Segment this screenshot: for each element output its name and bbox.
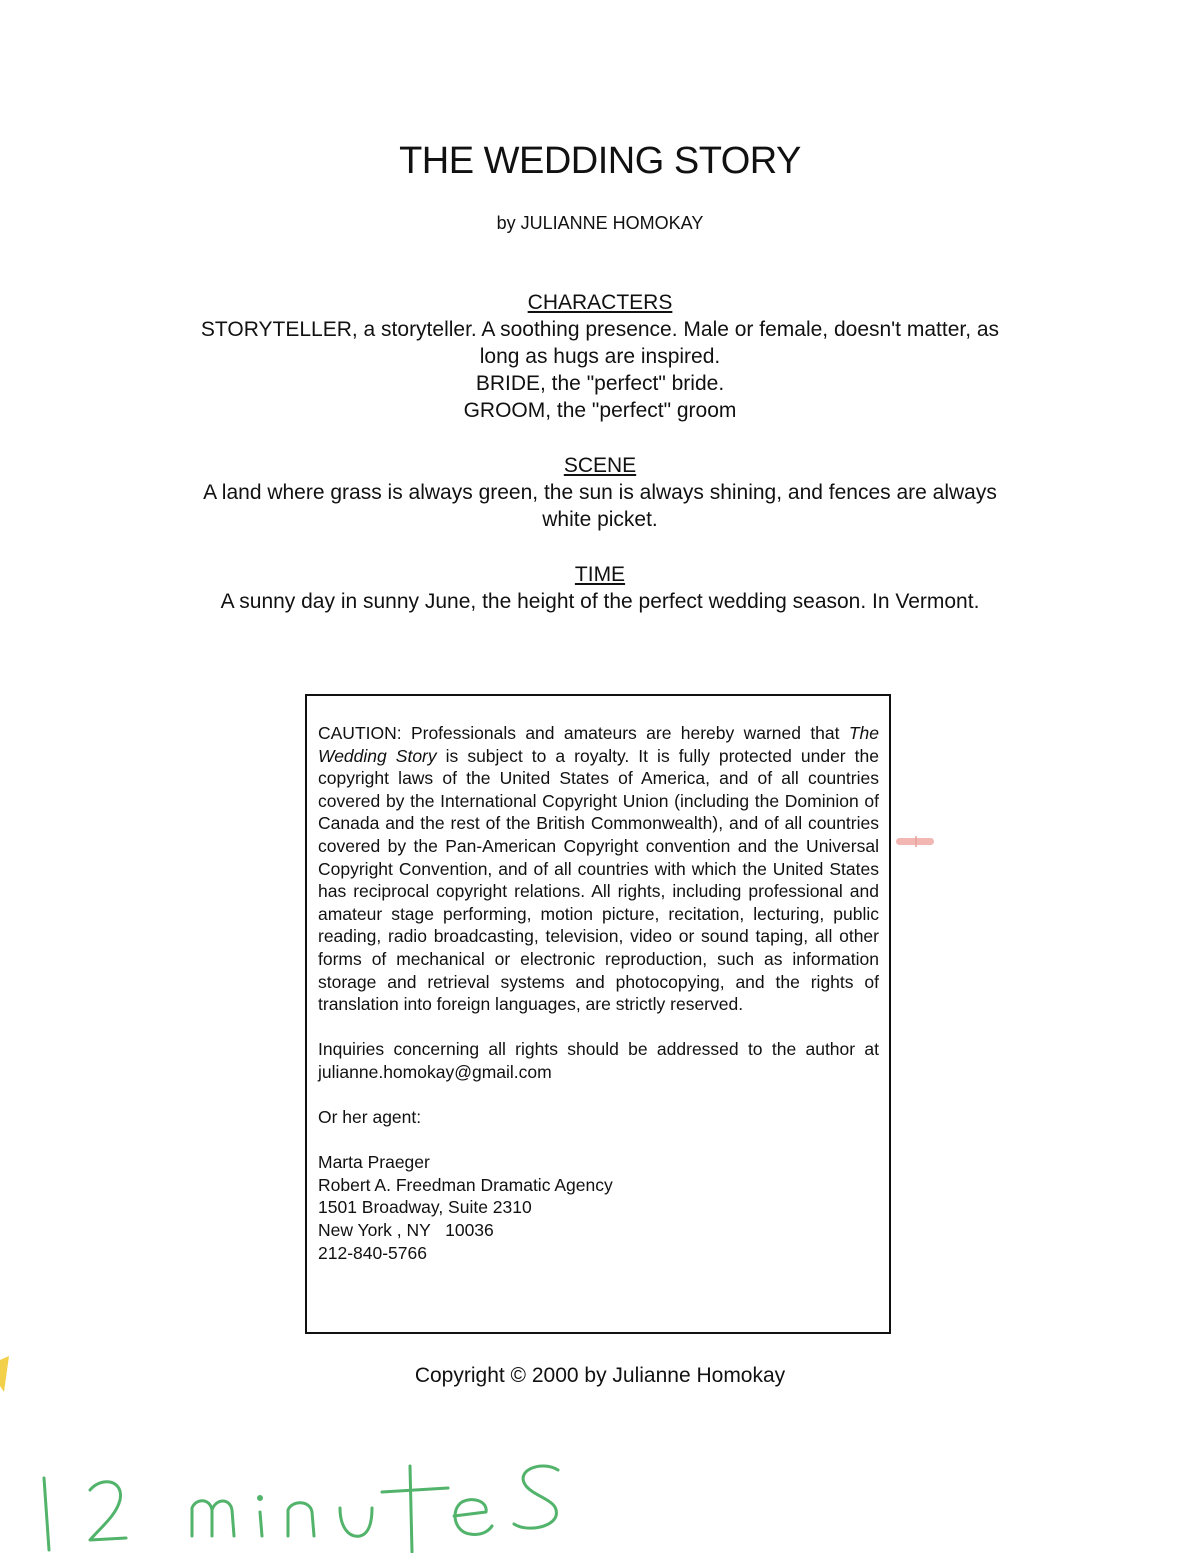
time-section [190, 561, 1010, 615]
scene-text: A land where grass is always green, the sun is always shining, and fences are always white picket. [203, 481, 997, 531]
caution-paragraph [318, 722, 879, 1016]
yellow-highlight-mark [0, 1356, 10, 1392]
scene-heading: SCENE [563, 454, 637, 477]
copyright-line: Copyright © 2000 by Julianne Homokay [414, 1364, 786, 1387]
caution-lead: CAUTION: Professionals and amateurs are hereby warned that [318, 723, 849, 743]
handwritten-note-12-minutes [30, 1440, 570, 1553]
red-highlight-mark [896, 836, 934, 847]
character-groom: GROOM, the "perfect" groom [463, 399, 737, 422]
caution-notice-box [305, 694, 891, 1334]
characters-section [190, 289, 1010, 424]
agent-address: 1501 Broadway, Suite 2310 [318, 1197, 532, 1218]
agent-city: New York , NY 10036 [318, 1220, 494, 1241]
agent-phone: 212-840-5766 [318, 1242, 427, 1263]
inquiries-paragraph: Inquiries concerning all rights should be addressed to the author at julianne.homokay@gmail.com [318, 1039, 879, 1082]
character-bride: BRIDE, the "perfect" bride. [475, 372, 725, 395]
play-title: THE WEDDING STORY [399, 140, 801, 182]
caution-body: is subject to a royalty. It is fully protected under the copyright laws of the United States of America, and of all countries covered by the International Copyright Union (including the Dominion of Canada and the rest of the British Commonwealth), and of all countries covered by the Pan-American Copyright convention and the Universal Copyright Convention, and of all countries with which the United States has reciprocal copyright relations. All rights, including professional and amateur stage performing, motion picture, recitation, lecturing, public reading, radio broadcasting, television, video or sound taping, all other forms of mechanical or electronic reproduction, such as information storage and retrieval systems and photocopying, and the rights of translation into foreign languages, are strictly reserved. [318, 745, 879, 1015]
caution-play-title: The Wedding Story [318, 723, 879, 766]
agent-intro: Or her agent: [318, 1107, 422, 1128]
byline: by JULIANNE HOMOKAY [496, 213, 704, 233]
scene-section [190, 452, 1010, 533]
time-text: A sunny day in sunny June, the height of the perfect wedding season. In Vermont. [220, 590, 980, 613]
agent-name: Marta Praeger [318, 1152, 430, 1173]
handwritten-note-text: 12 minutes [30, 1440, 35, 1441]
character-storyteller: STORYTELLER, a storyteller. A soothing presence. Male or female, doesn't matter, as long as hugs are inspired. [200, 318, 1000, 368]
time-heading: TIME [574, 563, 626, 586]
characters-heading: CHARACTERS [527, 291, 673, 314]
agent-agency: Robert A. Freedman Dramatic Agency [318, 1174, 613, 1195]
